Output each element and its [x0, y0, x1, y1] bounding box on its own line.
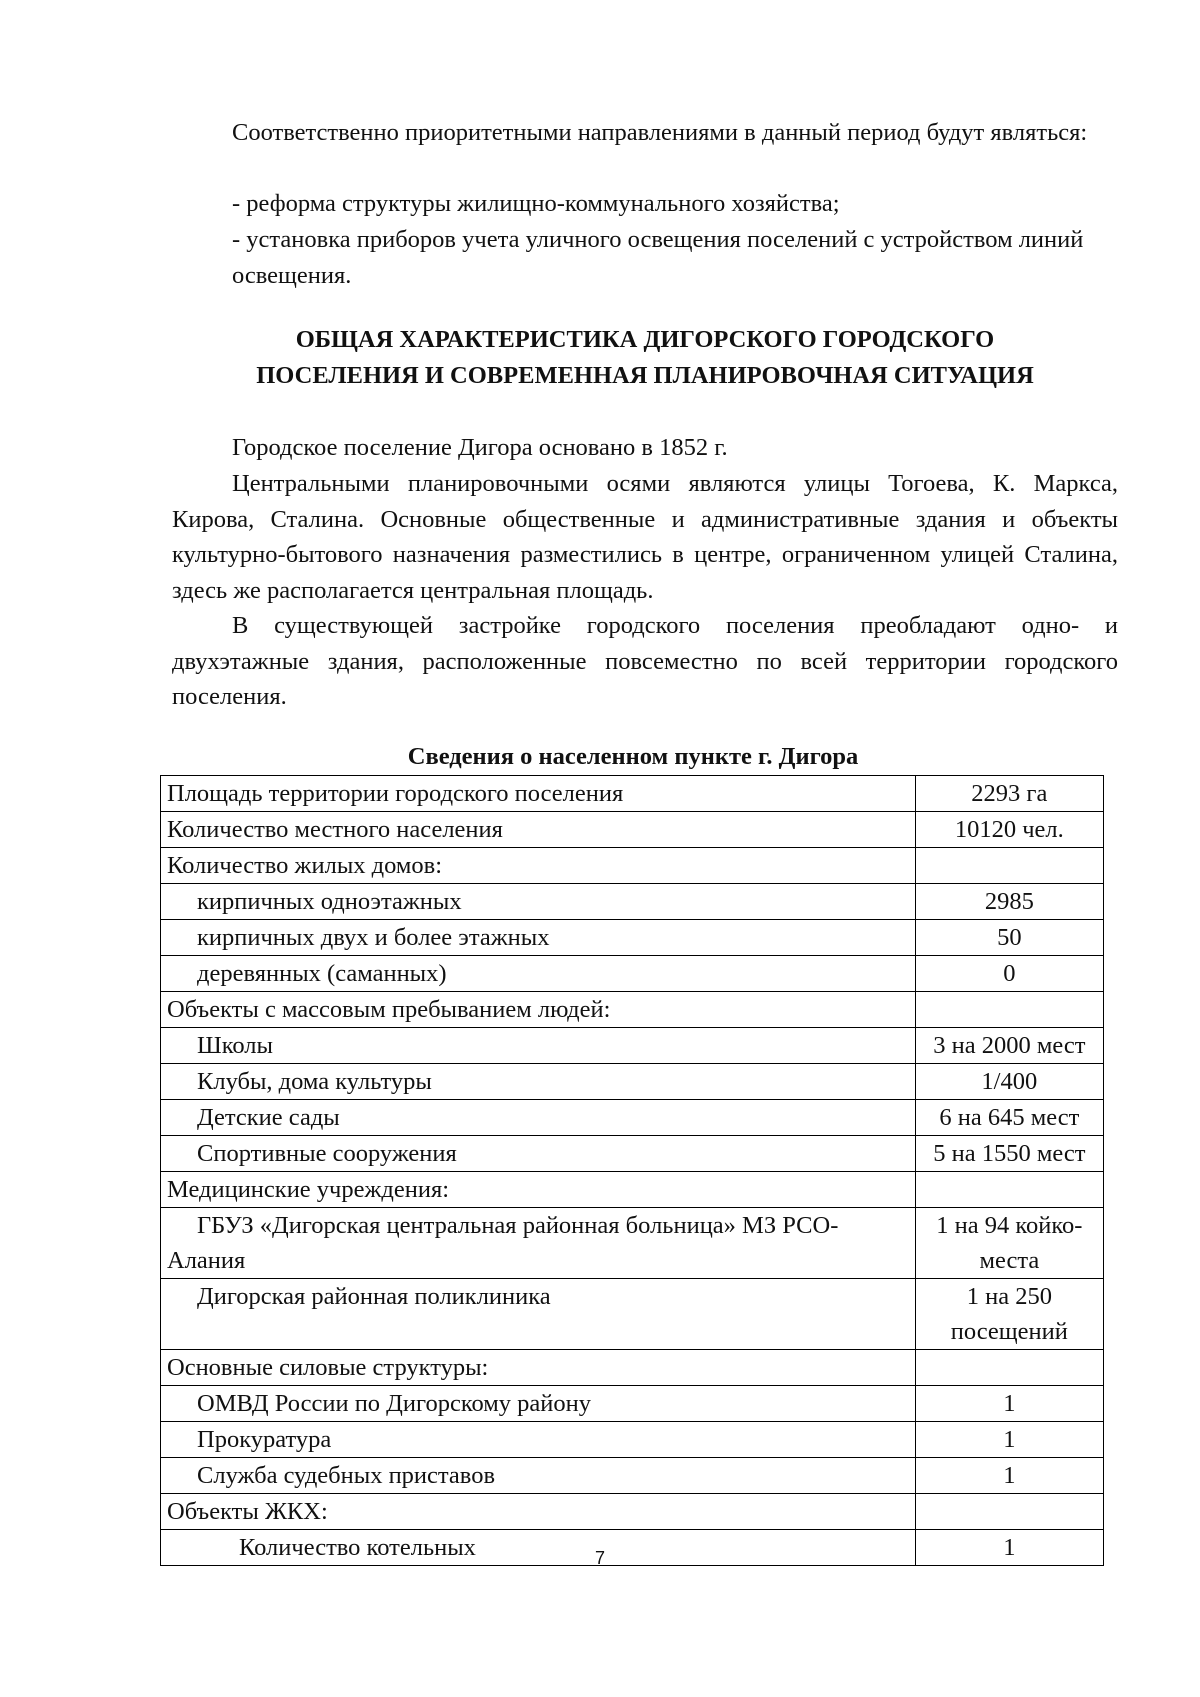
table-row [161, 1458, 1104, 1494]
row-label: деревянных (саманных) [161, 956, 916, 992]
row-value: 1 на 250 посещений [915, 1279, 1103, 1350]
table-row [161, 956, 1104, 992]
table-row [161, 1064, 1104, 1100]
row-label: Медицинские учреждения: [161, 1172, 916, 1208]
row-label: кирпичных одноэтажных [161, 884, 916, 920]
row-value: 6 на 645 мест [915, 1100, 1103, 1136]
row-value [915, 1494, 1103, 1530]
row-label: кирпичных двух и более этажных [161, 920, 916, 956]
table-row [161, 1028, 1104, 1064]
body-paragraph-2: Центральными планировочными осями являются улицы Тогоева, К. Маркса, Кирова, Сталина. Основные общественные и административные здания и объекты культурно-бытового назначения разместились в центре, ограниченном улицей Сталина, здесь же располагается центральная площадь. [172, 470, 1118, 604]
bullet-item-1: - реформа структуры жилищно-коммунального хозяйства; [232, 190, 840, 217]
table-row [161, 1100, 1104, 1136]
row-label: Спортивные сооружения [161, 1136, 916, 1172]
row-value: 10120 чел. [915, 812, 1103, 848]
body-paragraph-3: В существующей застройке городского поселения преобладают одно- и двухэтажные здания, расположенные повсеместно по всей территории городского поселения. [172, 612, 1118, 710]
table-row [161, 1136, 1104, 1172]
table-row [161, 1494, 1104, 1530]
row-value: 0 [915, 956, 1103, 992]
row-label: Объекты с массовым пребыванием людей: [161, 992, 916, 1028]
row-label: Площадь территории городского поселения [161, 776, 916, 812]
row-label: Дигорская районная поликлиника [161, 1279, 916, 1350]
table-row [161, 1350, 1104, 1386]
settlement-info-table [160, 775, 1104, 1566]
row-value: 50 [915, 920, 1103, 956]
table-row [161, 884, 1104, 920]
row-value [915, 1350, 1103, 1386]
intro-paragraph: Соответственно приоритетными направлениями в данный период будут являться: [232, 119, 1088, 146]
row-label: Прокуратура [161, 1422, 916, 1458]
row-value: 1 [915, 1458, 1103, 1494]
table-row [161, 1386, 1104, 1422]
page-number: 7 [594, 1548, 605, 1568]
table-title: Сведения о населенном пункте г. Дигора [407, 743, 859, 770]
row-label: Детские сады [161, 1100, 916, 1136]
table-row [161, 1208, 1104, 1279]
row-value: 1 [915, 1386, 1103, 1422]
row-label: Служба судебных приставов [161, 1458, 916, 1494]
body-paragraph-1: Городское поселение Дигора основано в 1852 г. [232, 434, 728, 461]
bullet-item-2: - установка приборов учета уличного освещения поселений с устройством линий освещения. [232, 226, 1084, 289]
row-value [915, 992, 1103, 1028]
row-value: 1 [915, 1422, 1103, 1458]
row-value: 2293 га [915, 776, 1103, 812]
row-label: Клубы, дома культуры [161, 1064, 916, 1100]
row-label: Школы [161, 1028, 916, 1064]
table-row [161, 1172, 1104, 1208]
row-value: 3 на 2000 мест [915, 1028, 1103, 1064]
section-heading-line-1: ОБЩАЯ ХАРАКТЕРИСТИКА ДИГОРСКОГО ГОРОДСКОГО [295, 326, 995, 353]
row-label: Количество котельных [161, 1530, 916, 1566]
row-label: Основные силовые структуры: [161, 1350, 916, 1386]
row-value: 5 на 1550 мест [915, 1136, 1103, 1172]
table-row [161, 812, 1104, 848]
section-heading-line-2: ПОСЕЛЕНИЯ И СОВРЕМЕННАЯ ПЛАНИРОВОЧНАЯ СИТУАЦИЯ [256, 362, 1034, 389]
row-label: ГБУЗ «Дигорская центральная районная больница» МЗ РСО-Алания [161, 1208, 916, 1279]
row-value: 1/400 [915, 1064, 1103, 1100]
row-value [915, 1172, 1103, 1208]
row-label: Количество жилых домов: [161, 848, 916, 884]
section-heading [172, 322, 1118, 394]
table-row [161, 992, 1104, 1028]
row-value: 2985 [915, 884, 1103, 920]
row-value: 1 на 94 койко-места [915, 1208, 1103, 1279]
row-label: Количество местного населения [161, 812, 916, 848]
row-value [915, 848, 1103, 884]
table-row [161, 1422, 1104, 1458]
row-value: 1 [915, 1530, 1103, 1566]
table-row [161, 776, 1104, 812]
table-row [161, 1279, 1104, 1350]
table-row [161, 920, 1104, 956]
table-row [161, 848, 1104, 884]
row-label: Объекты ЖКХ: [161, 1494, 916, 1530]
row-label: ОМВД России по Дигорскому району [161, 1386, 916, 1422]
